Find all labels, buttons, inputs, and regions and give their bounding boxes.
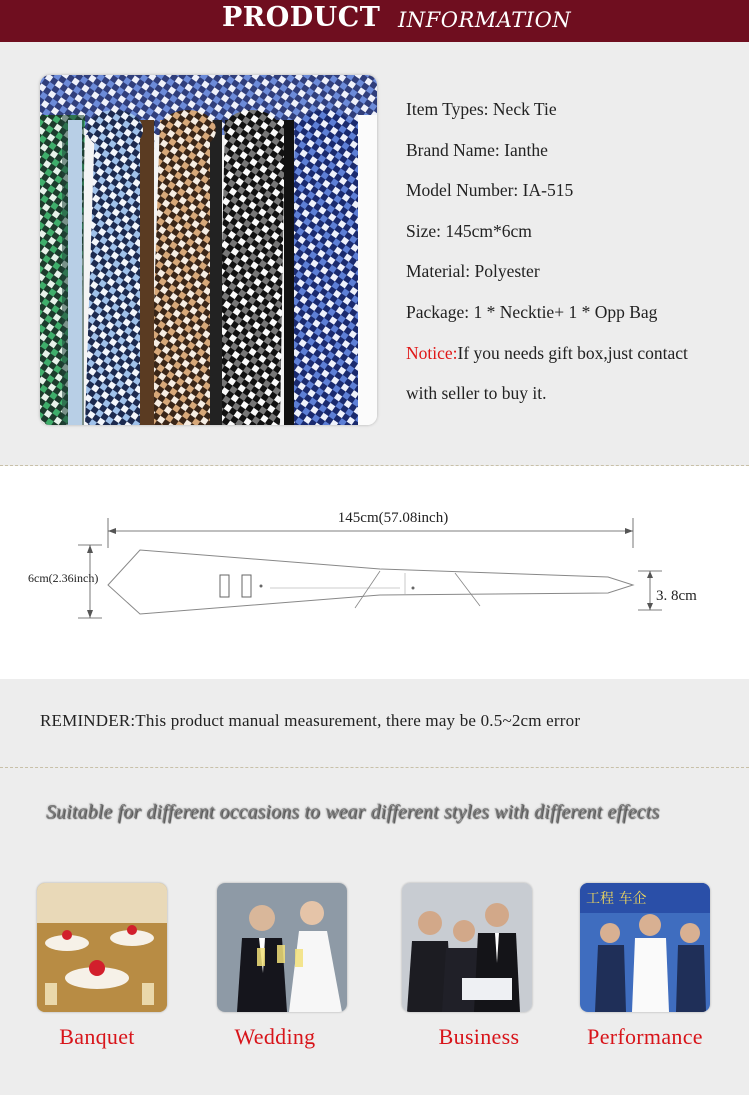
performance-photo	[580, 883, 710, 1012]
spec-size: Size: 145cm*6cm	[406, 220, 532, 241]
business-photo	[402, 883, 532, 1012]
spec-brand: Brand Name: Ianthe	[406, 139, 548, 160]
notice-prefix: Notice:	[406, 342, 458, 363]
notice-text: If you needs gift box,just contact	[457, 342, 688, 363]
spec-list	[406, 97, 688, 422]
divider	[0, 767, 749, 768]
wedding-photo	[217, 883, 347, 1012]
width-label: 6cm(2.36inch)	[28, 571, 99, 585]
spec-model: Model Number: IA-515	[406, 180, 574, 201]
occasion-label-banquet: Banquet	[59, 1024, 135, 1049]
reminder-text: REMINDER:This product manual measurement, there may be 0.5~2cm error	[40, 711, 581, 730]
spec-item-type: Item Types: Neck Tie	[406, 99, 557, 119]
occasion-label-wedding: Wedding	[234, 1024, 316, 1049]
spec-material: Material: Polyester	[406, 261, 540, 282]
spec-package: Package: 1 * Necktie+ 1 * Opp Bag	[406, 301, 658, 322]
header-title-main: PRODUCT	[222, 2, 381, 33]
tip-width-label: 3. 8cm	[656, 588, 697, 604]
length-label: 145cm(57.08inch)	[337, 510, 449, 526]
occasion-label-business: Business	[438, 1024, 520, 1049]
header-title-sub: INFORMATION	[398, 8, 572, 32]
header-banner	[0, 0, 749, 42]
notice-text-cont: with seller to buy it.	[406, 383, 547, 404]
notice-line	[406, 341, 688, 382]
checkered-neckties-photo	[40, 75, 377, 425]
occasion-label-performance: Performance	[587, 1024, 703, 1049]
svg-text:工程 车企: 工程 车企	[586, 891, 647, 907]
product-photo	[40, 75, 377, 425]
tie-dimension-diagram	[0, 488, 749, 638]
banquet-photo	[37, 883, 167, 1012]
suitable-caption: Suitable for different occasions to wear different styles with different effects	[46, 802, 660, 823]
